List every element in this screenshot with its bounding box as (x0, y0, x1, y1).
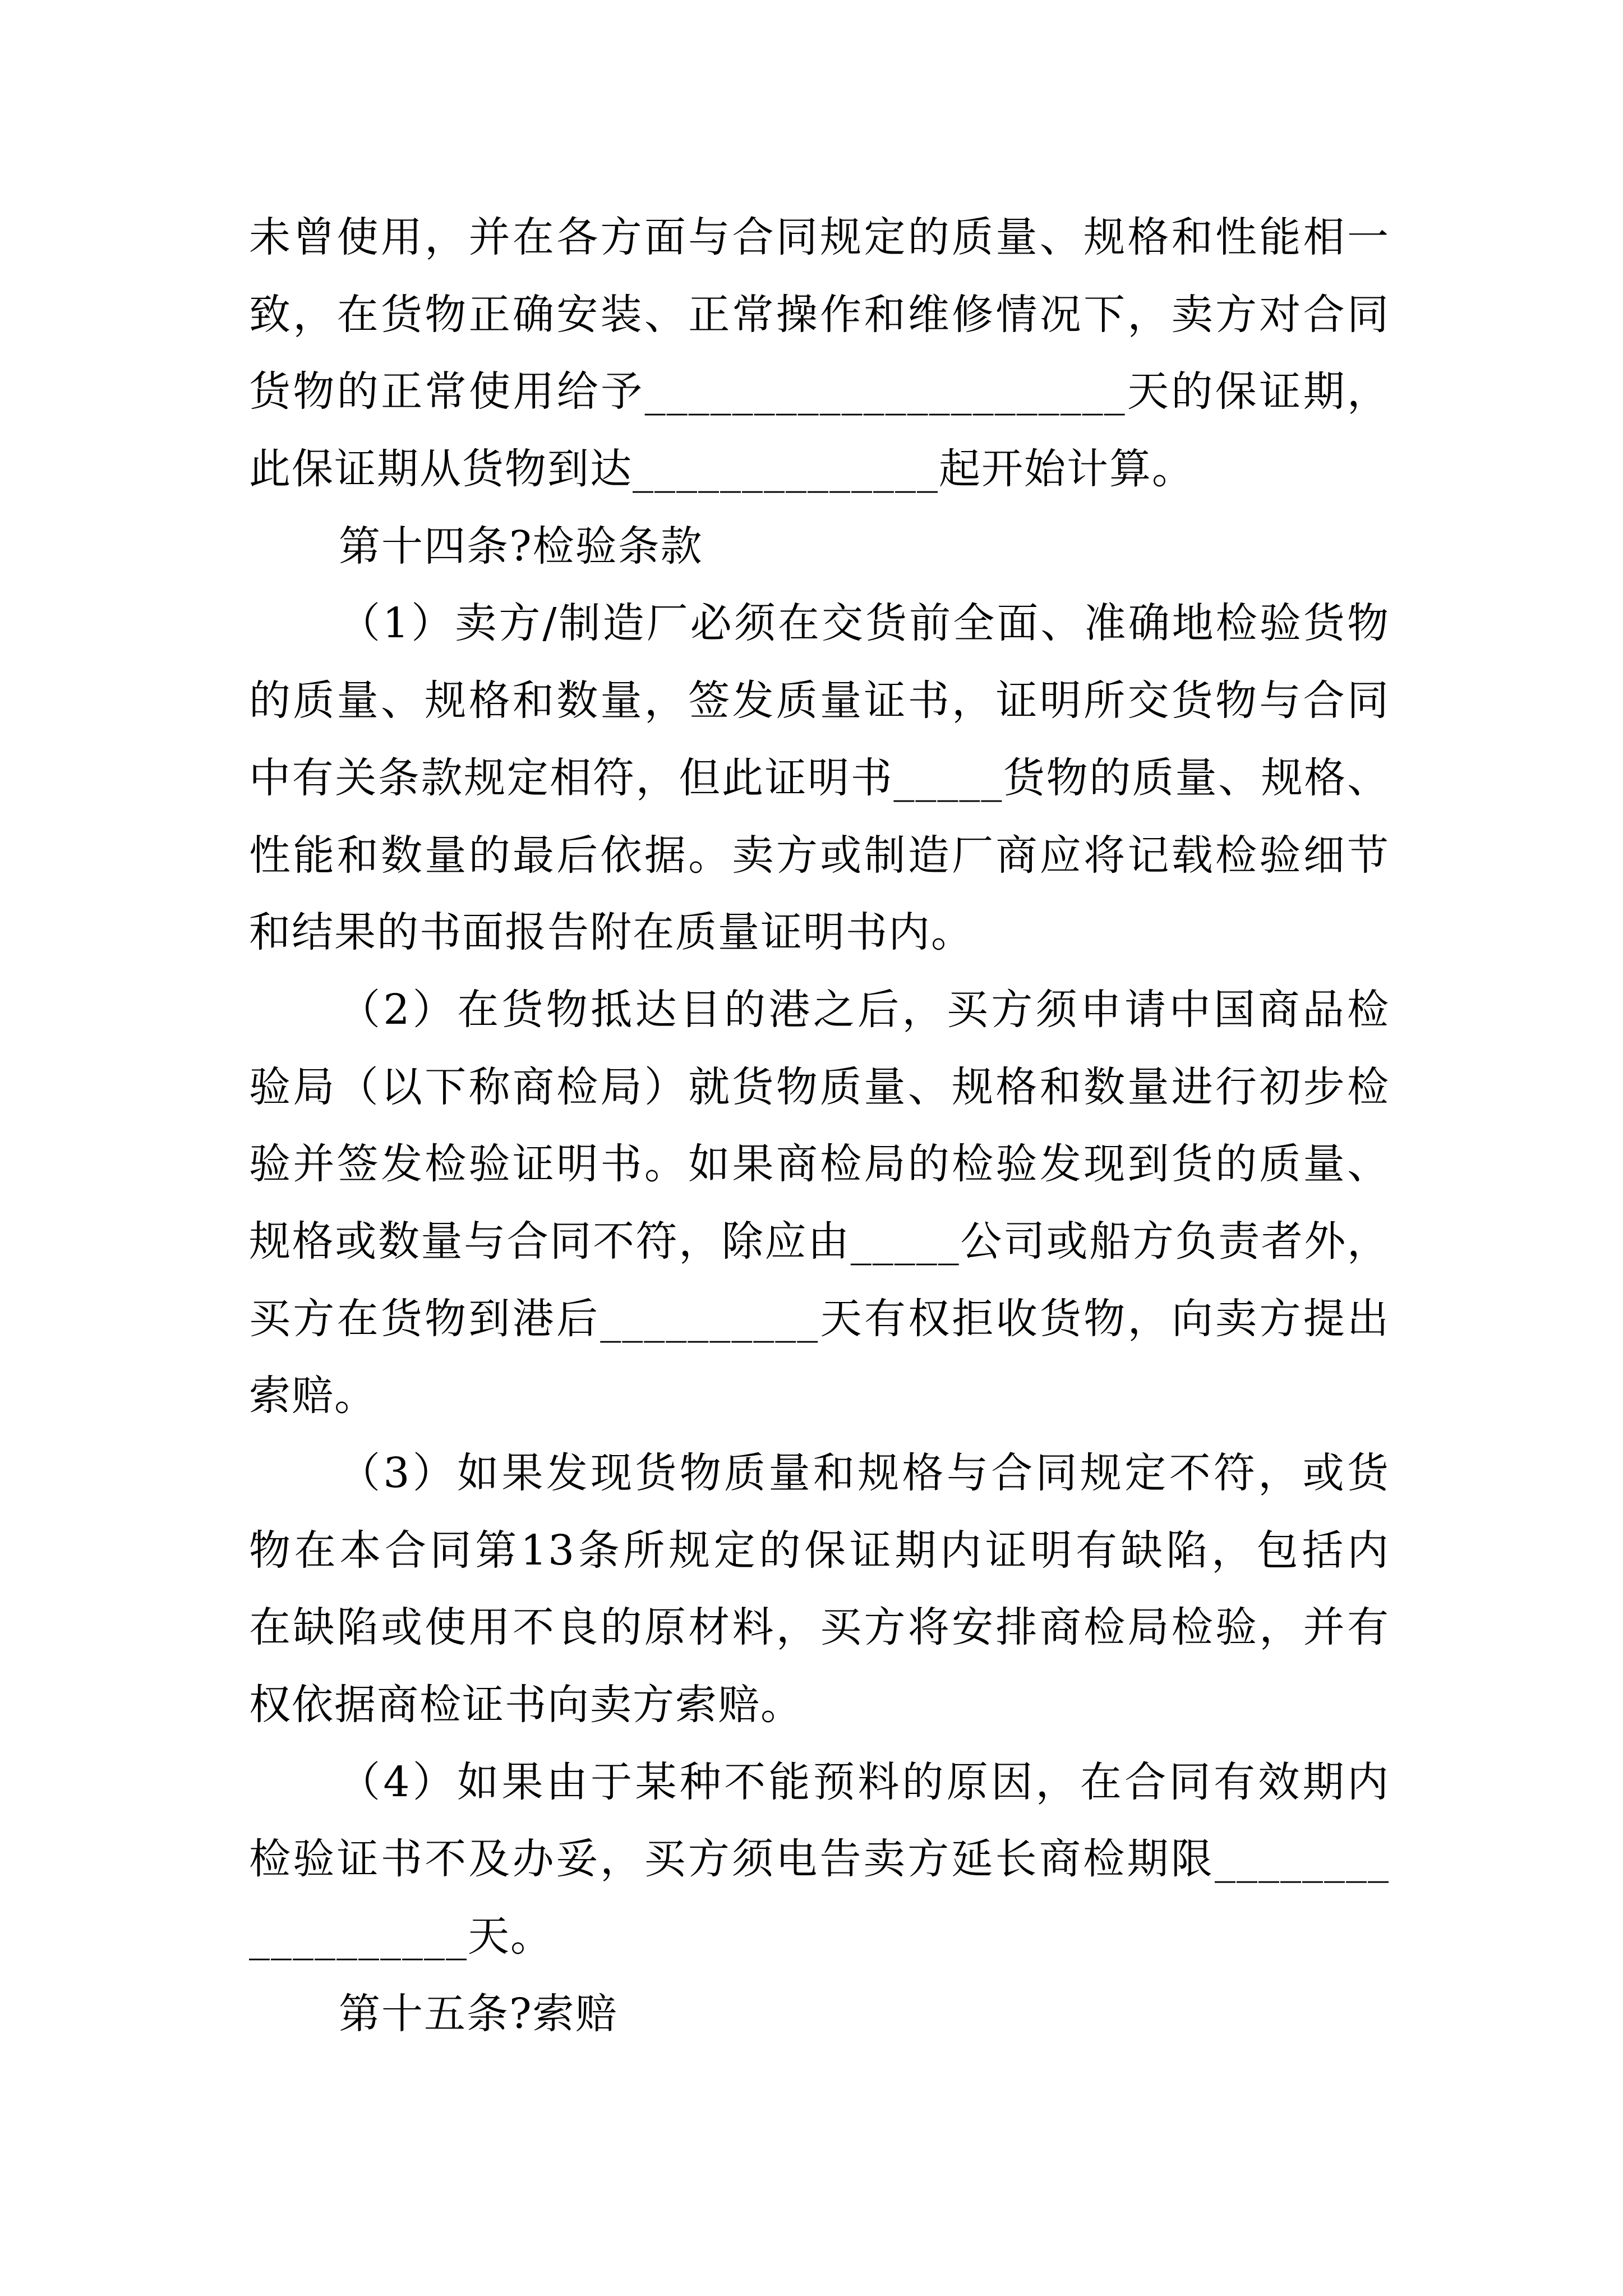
article-14-clause-1 (249, 585, 1390, 971)
article-14-title: 第十四条?检验条款 (339, 522, 703, 570)
clause-1-text-line: 和结果的书面报告附在质量证明书内。 (249, 908, 974, 957)
clause-4-text-line: （4）如果由于某种不能预料的原因，在合同有效期内 (339, 1757, 1390, 1806)
continuation-text-line: 致，在货物正确安装、正常操作和维修情况下，卖方对合同 (249, 290, 1390, 339)
clause-2-text-line: 规格或数量与合同不符，除应由_____公司或船方负责者外， (249, 1217, 1390, 1266)
continuation-paragraph (249, 199, 1390, 508)
clause-3-text-line: （3）如果发现货物质量和规格与合同规定不符，或货 (339, 1449, 1390, 1497)
clause-2-text-line: 索赔。 (249, 1372, 377, 1420)
clause-2-text-line: 验并签发检验证明书。如果商检局的检验发现到货的质量、 (249, 1140, 1390, 1189)
clause-1-text-line: 中有关条款规定相符，但此证明书_____货物的质量、规格、 (249, 753, 1390, 802)
continuation-text-line: 此保证期从货物到达______________起开始计算。 (249, 445, 1195, 494)
clause-2-text-line: 买方在货物到港后__________天有权拒收货物，向卖方提出 (249, 1294, 1390, 1343)
continuation-text-line: 货物的正常使用给予______________________天的保证期， (249, 367, 1390, 416)
continuation-text-line: 未曾使用，并在各方面与合同规定的质量、规格和性能相一 (249, 213, 1390, 261)
clause-3-text-line: 在缺陷或使用不良的原材料，买方将安排商检局检验，并有 (249, 1603, 1390, 1652)
clause-3-text-line: 权依据商检证书向卖方索赔。 (249, 1681, 803, 1729)
clause-1-text-line: （1）卖方/制造厂必须在交货前全面、准确地检验货物 (339, 599, 1390, 648)
clause-4-text-line: 检验证书不及办妥，买方须电告卖方延长商检期限________ (249, 1835, 1390, 1884)
clause-1-text-line: 性能和数量的最后依据。卖方或制造厂商应将记载检验细节 (249, 831, 1390, 880)
clause-2-text-line: 验局（以下称商检局）就货物质量、规格和数量进行初步检 (249, 1062, 1390, 1111)
article-15-title: 第十五条?索赔 (339, 1989, 618, 2038)
article-14-clause-2 (249, 972, 1390, 1435)
clause-1-text-line: 的质量、规格和数量，签发质量证书，证明所交货物与合同 (249, 677, 1390, 725)
clause-3-text-line: 物在本合同第13条所规定的保证期内证明有缺陷，包括内 (249, 1526, 1390, 1575)
clause-2-text-line: （2）在货物抵达目的港之后，买方须申请中国商品检 (339, 985, 1390, 1034)
clause-4-text-line: __________天。 (249, 1912, 553, 1961)
article-14-clause-3 (249, 1435, 1390, 1744)
contract-text-body (249, 199, 1390, 2053)
article-14-clause-4 (249, 1744, 1390, 1976)
